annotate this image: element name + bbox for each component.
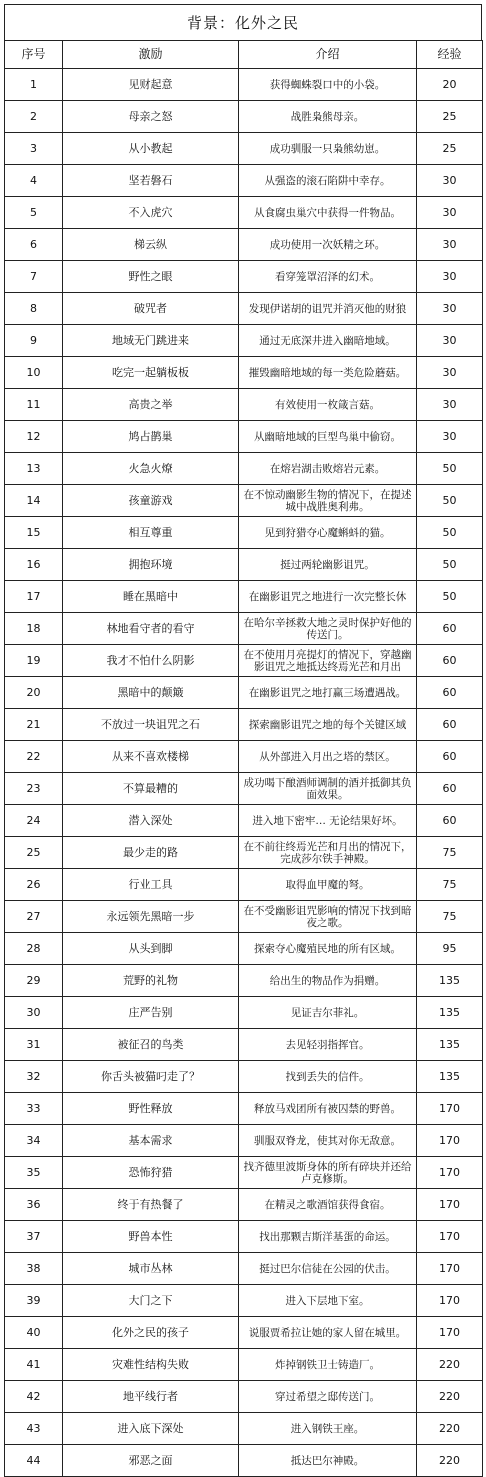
achievement-description: 在不受幽影诅咒影响的情况下找到暗夜之歌。 <box>239 901 417 933</box>
achievement-description: 挺过巴尔信徒在公园的伏击。 <box>239 1253 417 1285</box>
row-number: 7 <box>5 261 63 293</box>
row-number: 10 <box>5 357 63 389</box>
achievement-name: 孩童游戏 <box>63 485 239 517</box>
achievement-description: 找齐德里波斯身体的所有碎块并还给卢克修斯。 <box>239 1157 417 1189</box>
achievement-name: 我才不怕什么阴影 <box>63 645 239 677</box>
row-number: 20 <box>5 677 63 709</box>
achievement-name: 地域无门跳进来 <box>63 325 239 357</box>
achievement-name: 城市丛林 <box>63 1253 239 1285</box>
row-number: 2 <box>5 101 63 133</box>
row-number: 27 <box>5 901 63 933</box>
achievement-name: 不算最糟的 <box>63 773 239 805</box>
row-number: 19 <box>5 645 63 677</box>
table-row <box>5 165 483 197</box>
table-row <box>5 261 483 293</box>
table-row <box>5 1285 483 1317</box>
achievement-name: 永远领先黑暗一步 <box>63 901 239 933</box>
row-number: 18 <box>5 613 63 645</box>
table-row <box>5 837 483 869</box>
row-number: 30 <box>5 997 63 1029</box>
experience-value: 50 <box>417 453 483 485</box>
achievement-description: 驯服双脊龙，使其对你无敌意。 <box>239 1125 417 1157</box>
experience-value: 135 <box>417 997 483 1029</box>
achievement-name: 坚若磐石 <box>63 165 239 197</box>
table-row <box>5 517 483 549</box>
achievement-name: 最少走的路 <box>63 837 239 869</box>
experience-value: 170 <box>417 1125 483 1157</box>
achievement-name: 被征召的鸟类 <box>63 1029 239 1061</box>
experience-value: 170 <box>417 1253 483 1285</box>
achievement-description: 成功喝下酿酒师调制的酒并抵御其负面效果。 <box>239 773 417 805</box>
achievement-description: 找出那颗吉斯洋基蛋的命运。 <box>239 1221 417 1253</box>
row-number: 14 <box>5 485 63 517</box>
table-row <box>5 1253 483 1285</box>
row-number: 42 <box>5 1381 63 1413</box>
experience-value: 135 <box>417 965 483 997</box>
achievement-description: 成功使用一次妖精之环。 <box>239 229 417 261</box>
experience-value: 170 <box>417 1157 483 1189</box>
experience-value: 220 <box>417 1381 483 1413</box>
achievement-description: 见证吉尔菲礼。 <box>239 997 417 1029</box>
achievement-description: 见到狩猎夺心魔蝌蚪的猫。 <box>239 517 417 549</box>
achievement-name: 黑暗中的颠簸 <box>63 677 239 709</box>
experience-value: 30 <box>417 293 483 325</box>
row-number: 8 <box>5 293 63 325</box>
experience-value: 170 <box>417 1285 483 1317</box>
table-row <box>5 1221 483 1253</box>
achievement-description: 从食腐虫巢穴中获得一件物品。 <box>239 197 417 229</box>
achievement-description: 给出生的物品作为捐赠。 <box>239 965 417 997</box>
row-number: 21 <box>5 709 63 741</box>
column-header-description: 介绍 <box>239 41 417 69</box>
achievement-description: 在幽影诅咒之地打赢三场遭遇战。 <box>239 677 417 709</box>
achievement-name: 野性之眼 <box>63 261 239 293</box>
column-header-number: 序号 <box>5 41 63 69</box>
achievement-name: 荒野的礼物 <box>63 965 239 997</box>
column-header-experience: 经验 <box>417 41 483 69</box>
table-row <box>5 1157 483 1189</box>
table-row <box>5 1125 483 1157</box>
row-number: 25 <box>5 837 63 869</box>
achievement-name: 吃完一起躺板板 <box>63 357 239 389</box>
row-number: 22 <box>5 741 63 773</box>
table-row <box>5 1029 483 1061</box>
achievement-description: 发现伊诺胡的诅咒并消灭他的财狼 <box>239 293 417 325</box>
row-number: 5 <box>5 197 63 229</box>
experience-value: 95 <box>417 933 483 965</box>
experience-value: 60 <box>417 773 483 805</box>
table-row <box>5 773 483 805</box>
achievement-description: 通过无底深井进入幽暗地域。 <box>239 325 417 357</box>
achievement-description: 去见轻羽指挥官。 <box>239 1029 417 1061</box>
table-row <box>5 901 483 933</box>
achievement-name: 破咒者 <box>63 293 239 325</box>
table-row <box>5 645 483 677</box>
experience-value: 30 <box>417 357 483 389</box>
achievement-name: 从来不喜欢楼梯 <box>63 741 239 773</box>
row-number: 40 <box>5 1317 63 1349</box>
table-row <box>5 69 483 101</box>
experience-value: 75 <box>417 869 483 901</box>
table-row <box>5 485 483 517</box>
experience-value: 220 <box>417 1445 483 1477</box>
achievement-description: 进入地下密牢… 无论结果好坏。 <box>239 805 417 837</box>
achievement-description: 在不前往终焉光芒和月出的情况下，完成莎尔铁手神殿。 <box>239 837 417 869</box>
achievement-name: 大门之下 <box>63 1285 239 1317</box>
table-header-row <box>5 41 483 69</box>
achievement-description: 炸掉钢铁卫士铸造厂。 <box>239 1349 417 1381</box>
achievement-description: 从外部进入月出之塔的禁区。 <box>239 741 417 773</box>
achievement-description: 在精灵之歌酒馆获得食宿。 <box>239 1189 417 1221</box>
table-row <box>5 709 483 741</box>
achievement-description: 从幽暗地域的巨型鸟巢中偷窃。 <box>239 421 417 453</box>
experience-value: 135 <box>417 1061 483 1093</box>
experience-value: 170 <box>417 1189 483 1221</box>
achievement-name: 地平线行者 <box>63 1381 239 1413</box>
row-number: 23 <box>5 773 63 805</box>
table-row <box>5 613 483 645</box>
row-number: 41 <box>5 1349 63 1381</box>
row-number: 29 <box>5 965 63 997</box>
achievement-sheet <box>4 4 482 1468</box>
experience-value: 50 <box>417 549 483 581</box>
experience-value: 20 <box>417 69 483 101</box>
experience-value: 170 <box>417 1317 483 1349</box>
row-number: 16 <box>5 549 63 581</box>
table-row <box>5 293 483 325</box>
achievement-name: 灾难性结构失败 <box>63 1349 239 1381</box>
table-row <box>5 869 483 901</box>
achievement-name: 野兽本性 <box>63 1221 239 1253</box>
achievement-name: 从头到脚 <box>63 933 239 965</box>
achievement-description: 释放马戏团所有被囚禁的野兽。 <box>239 1093 417 1125</box>
row-number: 39 <box>5 1285 63 1317</box>
achievement-description: 在熔岩湖击败熔岩元素。 <box>239 453 417 485</box>
achievement-description: 摧毁幽暗地域的每一类危险蘑菇。 <box>239 357 417 389</box>
row-number: 24 <box>5 805 63 837</box>
table-row <box>5 549 483 581</box>
table-row <box>5 1093 483 1125</box>
row-number: 28 <box>5 933 63 965</box>
experience-value: 25 <box>417 101 483 133</box>
table-body <box>5 69 483 1477</box>
achievement-name: 高贵之举 <box>63 389 239 421</box>
table-row <box>5 357 483 389</box>
achievement-description: 从强盗的滚石陷阱中幸存。 <box>239 165 417 197</box>
table-row <box>5 581 483 613</box>
experience-value: 60 <box>417 677 483 709</box>
row-number: 36 <box>5 1189 63 1221</box>
table-row <box>5 1317 483 1349</box>
achievement-description: 说服贾希拉让她的家人留在城里。 <box>239 1317 417 1349</box>
row-number: 17 <box>5 581 63 613</box>
table-row <box>5 421 483 453</box>
experience-value: 220 <box>417 1413 483 1445</box>
achievement-description: 找到丢失的信件。 <box>239 1061 417 1093</box>
row-number: 37 <box>5 1221 63 1253</box>
row-number: 9 <box>5 325 63 357</box>
achievement-description: 进入下层地下室。 <box>239 1285 417 1317</box>
achievement-description: 在不使用月亮提灯的情况下，穿越幽影诅咒之地抵达终焉光芒和月出 <box>239 645 417 677</box>
table-row <box>5 229 483 261</box>
table-row <box>5 997 483 1029</box>
achievement-description: 在幽影诅咒之地进行一次完整长休 <box>239 581 417 613</box>
achievement-description: 战胜枭熊母亲。 <box>239 101 417 133</box>
table-row <box>5 101 483 133</box>
table-row <box>5 1413 483 1445</box>
table-row <box>5 965 483 997</box>
table-row <box>5 1061 483 1093</box>
achievement-name: 从小教起 <box>63 133 239 165</box>
row-number: 1 <box>5 69 63 101</box>
experience-value: 170 <box>417 1093 483 1125</box>
table-row <box>5 1349 483 1381</box>
table-row <box>5 1189 483 1221</box>
experience-value: 170 <box>417 1221 483 1253</box>
achievement-description: 探索夺心魔殖民地的所有区域。 <box>239 933 417 965</box>
row-number: 13 <box>5 453 63 485</box>
experience-value: 50 <box>417 485 483 517</box>
achievement-name: 见财起意 <box>63 69 239 101</box>
achievement-name: 潜入深处 <box>63 805 239 837</box>
table-row <box>5 325 483 357</box>
table-row <box>5 453 483 485</box>
row-number: 11 <box>5 389 63 421</box>
table-row <box>5 805 483 837</box>
page-title: 背景：化外之民 <box>4 4 482 40</box>
experience-value: 50 <box>417 517 483 549</box>
achievement-name: 你舌头被猫叼走了？ <box>63 1061 239 1093</box>
achievement-name: 终于有热餐了 <box>63 1189 239 1221</box>
achievement-name: 火急火燎 <box>63 453 239 485</box>
experience-value: 60 <box>417 805 483 837</box>
experience-value: 50 <box>417 581 483 613</box>
achievement-description: 挺过两轮幽影诅咒。 <box>239 549 417 581</box>
experience-value: 30 <box>417 229 483 261</box>
achievement-name: 化外之民的孩子 <box>63 1317 239 1349</box>
achievement-name: 进入底下深处 <box>63 1413 239 1445</box>
experience-value: 75 <box>417 837 483 869</box>
table-row <box>5 933 483 965</box>
achievement-description: 探索幽影诅咒之地的每个关键区域 <box>239 709 417 741</box>
row-number: 3 <box>5 133 63 165</box>
experience-value: 75 <box>417 901 483 933</box>
experience-value: 30 <box>417 325 483 357</box>
experience-value: 30 <box>417 197 483 229</box>
row-number: 32 <box>5 1061 63 1093</box>
table-row <box>5 197 483 229</box>
achievement-description: 在不惊动幽影生物的情况下，在提述城中战胜奥利弗。 <box>239 485 417 517</box>
row-number: 35 <box>5 1157 63 1189</box>
table-row <box>5 1381 483 1413</box>
row-number: 15 <box>5 517 63 549</box>
achievement-description: 成功驯服一只枭熊幼崽。 <box>239 133 417 165</box>
achievement-description: 穿过希望之邸传送门。 <box>239 1381 417 1413</box>
table-row <box>5 133 483 165</box>
achievement-name: 鸠占鹊巢 <box>63 421 239 453</box>
experience-value: 30 <box>417 421 483 453</box>
experience-value: 60 <box>417 645 483 677</box>
row-number: 43 <box>5 1413 63 1445</box>
achievement-name: 野性释放 <box>63 1093 239 1125</box>
achievement-table <box>4 40 483 1477</box>
experience-value: 30 <box>417 165 483 197</box>
achievement-name: 邪恶之面 <box>63 1445 239 1477</box>
row-number: 12 <box>5 421 63 453</box>
row-number: 26 <box>5 869 63 901</box>
achievement-description: 取得血甲魔的弩。 <box>239 869 417 901</box>
table-row <box>5 741 483 773</box>
achievement-description: 有效使用一枚箴言菇。 <box>239 389 417 421</box>
achievement-name: 行业工具 <box>63 869 239 901</box>
achievement-name: 基本需求 <box>63 1125 239 1157</box>
achievement-name: 恐怖狩猎 <box>63 1157 239 1189</box>
row-number: 31 <box>5 1029 63 1061</box>
table-row <box>5 677 483 709</box>
row-number: 33 <box>5 1093 63 1125</box>
achievement-name: 庄严告别 <box>63 997 239 1029</box>
achievement-name: 林地看守者的看守 <box>63 613 239 645</box>
achievement-description: 获得蜘蛛裂口中的小袋。 <box>239 69 417 101</box>
achievement-name: 相互尊重 <box>63 517 239 549</box>
row-number: 4 <box>5 165 63 197</box>
experience-value: 30 <box>417 389 483 421</box>
table-row <box>5 389 483 421</box>
achievement-name: 不入虎穴 <box>63 197 239 229</box>
experience-value: 30 <box>417 261 483 293</box>
achievement-description: 在哈尔辛拯救大地之灵时保护好他的传送门。 <box>239 613 417 645</box>
experience-value: 60 <box>417 709 483 741</box>
experience-value: 220 <box>417 1349 483 1381</box>
experience-value: 60 <box>417 741 483 773</box>
achievement-description: 抵达巴尔神殿。 <box>239 1445 417 1477</box>
row-number: 44 <box>5 1445 63 1477</box>
achievement-name: 不放过一块诅咒之石 <box>63 709 239 741</box>
achievement-description: 进入钢铁王座。 <box>239 1413 417 1445</box>
achievement-name: 拥抱环境 <box>63 549 239 581</box>
experience-value: 60 <box>417 613 483 645</box>
achievement-name: 睡在黑暗中 <box>63 581 239 613</box>
achievement-name: 母亲之怒 <box>63 101 239 133</box>
row-number: 6 <box>5 229 63 261</box>
achievement-description: 看穿笼罩沼泽的幻术。 <box>239 261 417 293</box>
experience-value: 135 <box>417 1029 483 1061</box>
achievement-name: 梯云纵 <box>63 229 239 261</box>
column-header-achievement: 激励 <box>63 41 239 69</box>
row-number: 34 <box>5 1125 63 1157</box>
row-number: 38 <box>5 1253 63 1285</box>
experience-value: 25 <box>417 133 483 165</box>
